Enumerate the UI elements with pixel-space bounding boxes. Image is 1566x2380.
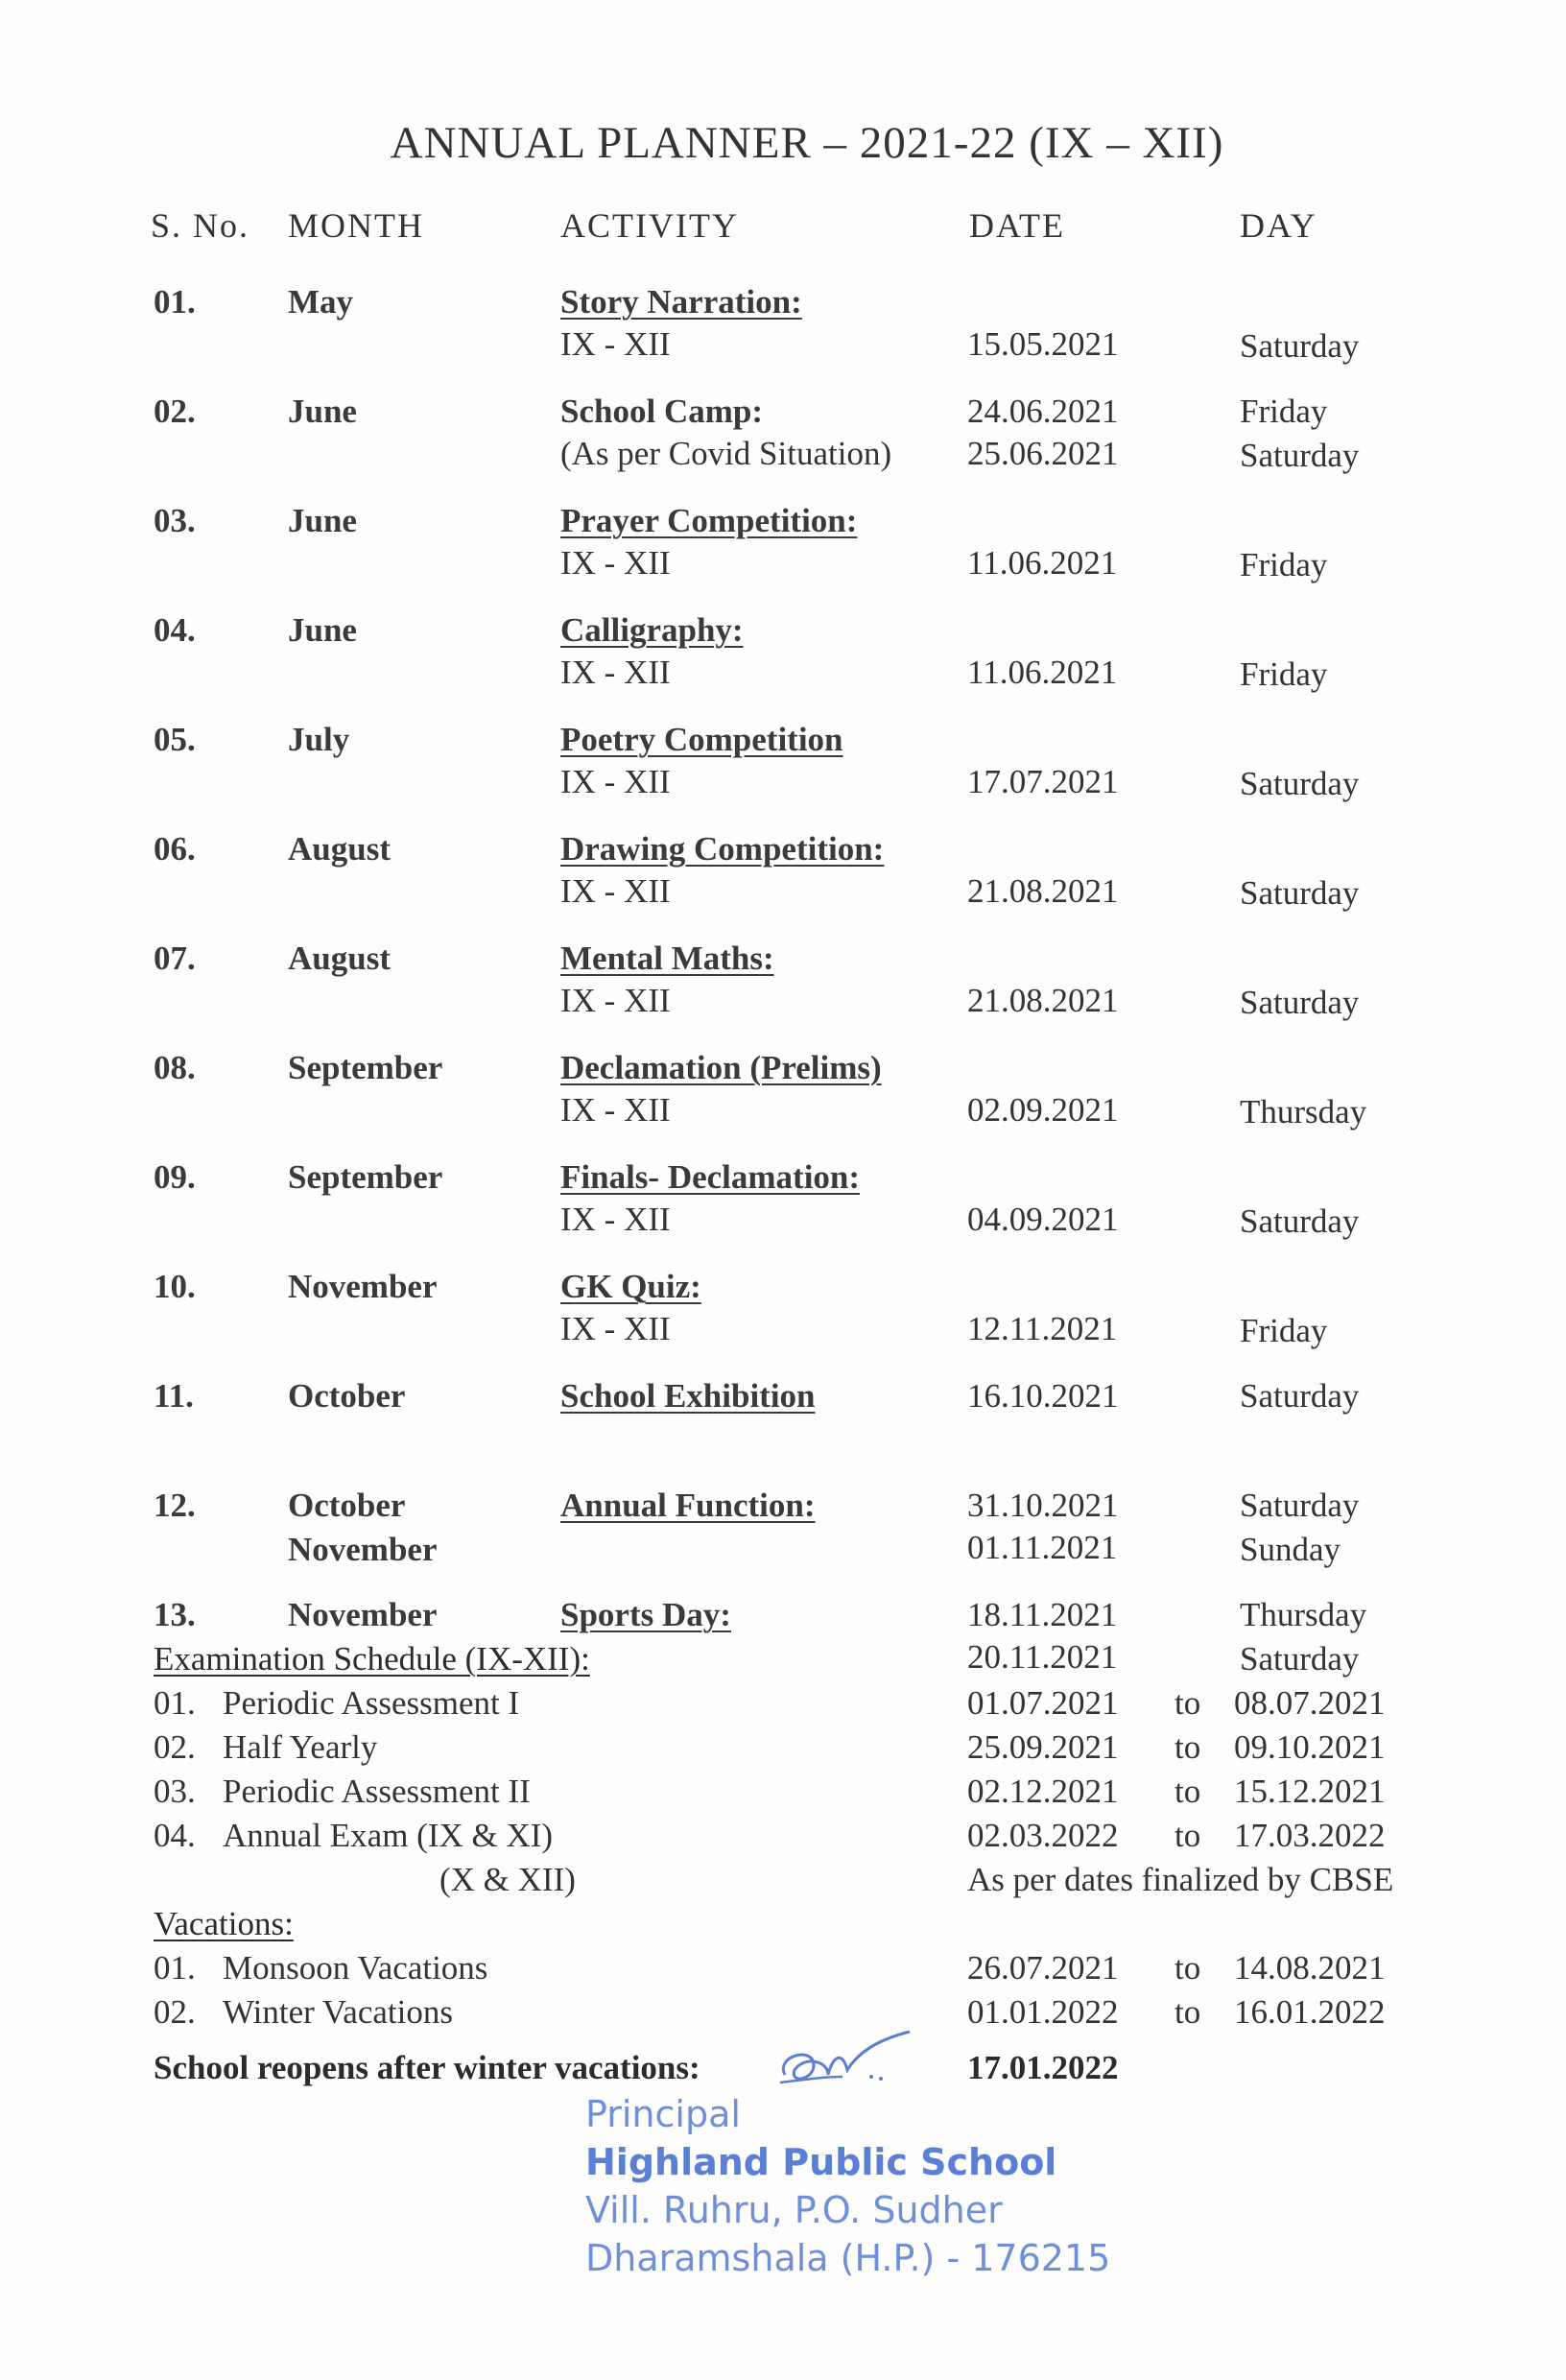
row-date: 17.07.2021	[967, 763, 1119, 800]
row-month: June	[288, 393, 357, 430]
exam-row-no: 03.	[154, 1773, 196, 1810]
stamp-school-name: Highland Public School	[585, 2141, 1057, 2183]
exam-row-from: 02.12.2021	[967, 1773, 1119, 1810]
table-row	[0, 937, 1566, 1033]
row-sno: 05.	[154, 721, 196, 758]
vacations-title: Vacations:	[154, 1905, 294, 1942]
row-activity: Sports Day:	[560, 1596, 731, 1633]
row-activity: School Exhibition	[560, 1377, 816, 1415]
exam-row-no: 01.	[154, 1684, 196, 1722]
exam-row-to: 15.12.2021	[1234, 1773, 1386, 1810]
row-day: Saturday	[1240, 765, 1360, 802]
reopen-label: School reopens after winter vacations:	[154, 2049, 700, 2086]
vacation-row-name: Winter Vacations	[223, 1993, 453, 2031]
vacation-row-no: 02.	[154, 1993, 196, 2031]
row-day: Saturday	[1240, 874, 1360, 912]
row-month: October	[288, 1377, 406, 1415]
vacation-row-to: 14.08.2021	[1234, 1949, 1386, 1987]
row-sno: 09.	[154, 1158, 196, 1196]
row-date: 11.06.2021	[967, 654, 1118, 691]
row-date: 24.06.2021	[967, 393, 1119, 430]
row-month: September	[288, 1158, 443, 1196]
vacation-row-from: 26.07.2021	[967, 1949, 1119, 1987]
exam-row-name: Half Yearly	[223, 1728, 378, 1766]
row-month: May	[288, 283, 354, 321]
exam-title: Examination Schedule (IX-XII):	[154, 1640, 590, 1678]
row-date: 16.10.2021	[967, 1377, 1119, 1415]
exam-row-name: Annual Exam (IX & XI)	[223, 1817, 554, 1854]
school-stamp	[585, 2090, 1110, 2282]
exam-row-name: Periodic Assessment II	[223, 1773, 531, 1810]
row-date: 25.06.2021	[967, 435, 1119, 472]
row-day: Saturday	[1240, 1640, 1360, 1678]
row-sno: 02.	[154, 393, 196, 430]
row-day: Friday	[1240, 393, 1328, 430]
vacation-row-no: 01.	[154, 1949, 196, 1987]
row-day: Saturday	[1240, 327, 1360, 365]
row-sno: 01.	[154, 283, 196, 321]
row-activity: GK Quiz:	[560, 1268, 701, 1305]
header-month: MONTH	[288, 206, 424, 245]
row-activity: Annual Function:	[560, 1487, 816, 1524]
row-activity: Calligraphy:	[560, 611, 744, 649]
table-row	[0, 1265, 1566, 1361]
table-row	[0, 390, 1566, 486]
exam-row-no: 02.	[154, 1728, 196, 1766]
table-row	[0, 1046, 1566, 1142]
row-day: Thursday	[1240, 1093, 1367, 1130]
row-day: Saturday	[1240, 1377, 1360, 1415]
row-date: 01.11.2021	[967, 1529, 1118, 1566]
row-date: 21.08.2021	[967, 872, 1119, 910]
row-month: November	[288, 1268, 438, 1305]
row-date: 18.11.2021	[967, 1596, 1118, 1633]
vacation-row-to-label: to	[1174, 1993, 1201, 2031]
row-sno: 04.	[154, 611, 196, 649]
row-day: Saturday	[1240, 437, 1360, 474]
row-activity: Mental Maths:	[560, 940, 774, 977]
exam-row-from: 01.07.2021	[967, 1684, 1119, 1722]
exam-row-from: 25.09.2021	[967, 1728, 1119, 1766]
page-title: ANNUAL PLANNER – 2021-22 (IX – XII)	[390, 118, 1224, 168]
table-row	[0, 1374, 1566, 1470]
row-date: 15.05.2021	[967, 325, 1119, 363]
row-sno: 06.	[154, 830, 196, 868]
row-month: October	[288, 1487, 406, 1524]
exam-row-to-label: to	[1174, 1684, 1201, 1722]
row-activity-sub: IX - XII	[560, 982, 671, 1019]
exam-row-name: Periodic Assessment I	[223, 1684, 520, 1722]
exam-row	[0, 1770, 1566, 1814]
row-activity: School Camp:	[560, 393, 763, 430]
row-day: Friday	[1240, 655, 1328, 693]
exam-row-to-label: to	[1174, 1773, 1201, 1810]
exam-row-to: 09.10.2021	[1234, 1728, 1386, 1766]
header-date: DATE	[969, 206, 1065, 245]
cbse-line	[0, 1858, 1566, 1902]
row-month: August	[288, 830, 391, 868]
row-activity-sub: (As per Covid Situation)	[560, 435, 892, 472]
row-activity-sub: IX - XII	[560, 763, 671, 800]
row-activity-sub: IX - XII	[560, 1091, 671, 1129]
row-month: July	[288, 721, 350, 758]
row-month: September	[288, 1049, 443, 1086]
row-sno: 03.	[154, 502, 196, 539]
row-activity-sub: IX - XII	[560, 1310, 671, 1347]
row-date: 21.08.2021	[967, 982, 1119, 1019]
header-day: DAY	[1240, 206, 1317, 245]
vacation-row-to-label: to	[1174, 1949, 1201, 1987]
stamp-city: Dharamshala (H.P.) - 176215	[585, 2237, 1111, 2279]
exam-row	[0, 1726, 1566, 1770]
vacation-row-name: Monsoon Vacations	[223, 1949, 488, 1987]
row-date: 02.09.2021	[967, 1091, 1119, 1129]
table-row	[0, 718, 1566, 814]
row-activity-sub: IX - XII	[560, 325, 671, 363]
table-row	[0, 1484, 1566, 1580]
vacation-row-from: 01.01.2022	[967, 1993, 1119, 2031]
exam-row-from: 02.03.2022	[967, 1817, 1119, 1854]
table-row	[0, 827, 1566, 923]
cbse-classes: (X & XII)	[439, 1861, 576, 1898]
row-sno: 08.	[154, 1049, 196, 1086]
header-sno: S. No.	[151, 206, 250, 245]
row-sno: 12.	[154, 1487, 196, 1524]
row-date: 11.06.2021	[967, 544, 1118, 582]
row-activity-sub: IX - XII	[560, 544, 671, 582]
table-row	[0, 280, 1566, 376]
exam-row-no: 04.	[154, 1817, 196, 1854]
vacation-row	[0, 1946, 1566, 1990]
row-day: Saturday	[1240, 984, 1360, 1021]
row-day: Friday	[1240, 546, 1328, 583]
row-activity: Declamation (Prelims)	[560, 1049, 882, 1086]
stamp-principal: Principal	[585, 2093, 741, 2135]
table-row	[0, 1155, 1566, 1251]
row-activity: Poetry Competition	[560, 721, 843, 758]
row-sno: 13.	[154, 1596, 196, 1633]
row-month: June	[288, 611, 357, 649]
row-activity: Finals- Declamation:	[560, 1158, 861, 1196]
row-date: 31.10.2021	[967, 1487, 1119, 1524]
table-row	[0, 499, 1566, 595]
row-month: November	[288, 1596, 438, 1633]
exam-row-to: 17.03.2022	[1234, 1817, 1386, 1854]
exam-row	[0, 1814, 1566, 1858]
exam-row-to-label: to	[1174, 1817, 1201, 1854]
row-month: August	[288, 940, 391, 977]
row-sno: 07.	[154, 940, 196, 977]
cbse-note: As per dates finalized by CBSE	[967, 1861, 1394, 1898]
header-activity: ACTIVITY	[560, 206, 739, 245]
stamp-address: Vill. Ruhru, P.O. Sudher	[585, 2189, 1003, 2231]
row-sno: 10.	[154, 1268, 196, 1305]
row-day: Thursday	[1240, 1596, 1367, 1633]
row-sno: 11.	[154, 1377, 194, 1415]
row-activity: Prayer Competition:	[560, 502, 858, 539]
row-day: Friday	[1240, 1312, 1328, 1349]
exam-row-to: 08.07.2021	[1234, 1684, 1386, 1722]
row-day: Saturday	[1240, 1202, 1360, 1240]
row-month: November	[288, 1531, 438, 1568]
vacation-row-to: 16.01.2022	[1234, 1993, 1386, 2031]
exam-row	[0, 1681, 1566, 1726]
reopen-date: 17.01.2022	[967, 2049, 1119, 2086]
exam-row-to-label: to	[1174, 1728, 1201, 1766]
row-date: 04.09.2021	[967, 1201, 1119, 1238]
row-day: Saturday	[1240, 1487, 1360, 1524]
row-activity: Drawing Competition:	[560, 830, 885, 868]
row-date: 20.11.2021	[967, 1638, 1118, 1676]
row-date: 12.11.2021	[967, 1310, 1118, 1347]
row-day: Sunday	[1240, 1531, 1341, 1568]
row-activity: Story Narration:	[560, 283, 802, 321]
row-month: June	[288, 502, 357, 539]
row-activity-sub: IX - XII	[560, 872, 671, 910]
row-activity-sub: IX - XII	[560, 654, 671, 691]
row-activity-sub: IX - XII	[560, 1201, 671, 1238]
table-row	[0, 608, 1566, 704]
